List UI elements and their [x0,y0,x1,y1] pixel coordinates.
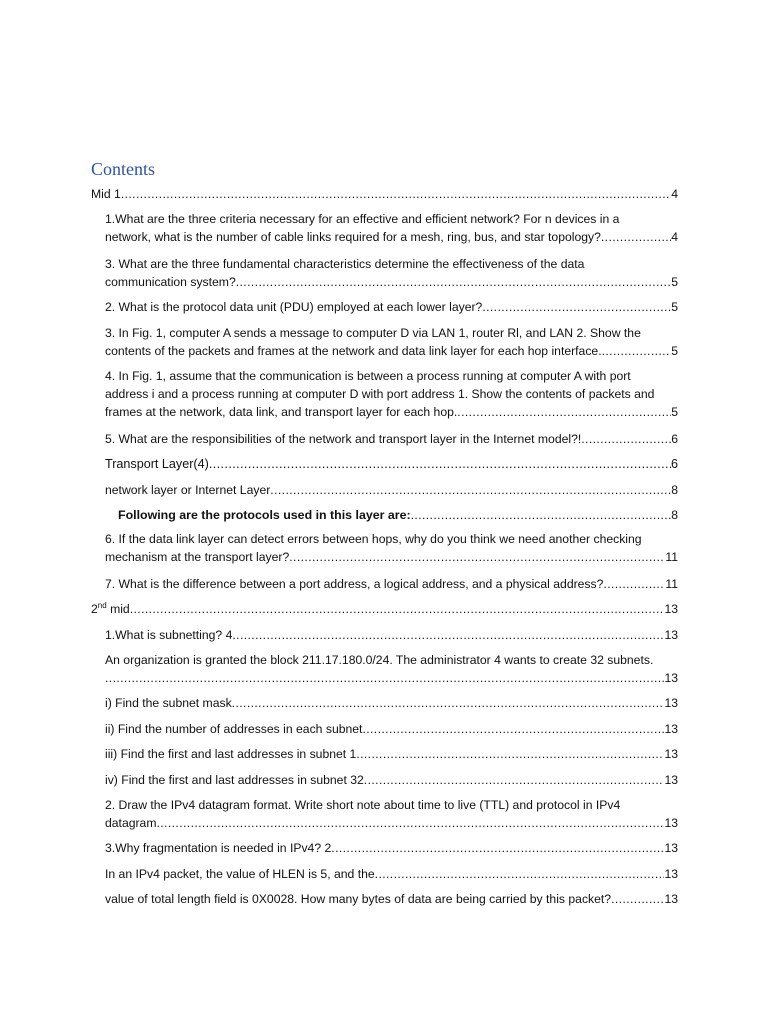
toc-entry-subnet-1[interactable]: iii) Find the first and last addresses in subnet 1 ..... 13 [105,745,678,763]
toc-entry-q2-pdu[interactable]: 2. What is the protocol data unit (PDU) employed at each lower layer? ..... 5 [105,298,678,316]
toc-entry-total-length[interactable]: value of total length field is 0X0028. How many bytes of data are being carried by this packet? ..... 13 [105,890,678,908]
toc-entry-subnetting[interactable]: 1.What is subnetting? 4 ..... 13 [105,626,678,644]
toc-title: Contents [91,159,156,179]
toc-entry-q3-characteristics[interactable]: 3. What are the three fundamental characteristics determine the effectiveness of the data communication system? ..... 5 [105,255,678,291]
toc-entry-subnet-mask[interactable]: i) Find the subnet mask ..... 13 [105,694,678,712]
toc-entry-q3-fig1[interactable]: 3. In Fig. 1, computer A sends a message to computer D via LAN 1, router Rl, and LAN 2. Show the contents of the packets and frames at the network and data link layer for each hop interface. ..... 5 [105,324,678,360]
toc-entry-mid-1[interactable]: Mid 1 ..... 4 [91,185,678,203]
toc-entry-2nd-mid[interactable]: 2nd mid ..... 13 [91,600,678,618]
toc-entry-ipv4-datagram[interactable]: 2. Draw the IPv4 datagram format. Write short note about time to live (TTL) and protocol in IPv4 datagram ..... 13 [105,796,678,832]
toc-entry-organization-block[interactable]: An organization is granted the block 211.17.180.0/24. The administrator 4 wants to create 32 subnets. ..... 13 [105,651,678,687]
toc-entry-q7-addresses[interactable]: 7. What is the difference between a port address, a logical address, and a physical address? ..... 11 [105,575,678,593]
toc-entry-fragmentation[interactable]: 3.Why fragmentation is needed in IPv4? 2 ..... 13 [105,839,678,857]
toc-entry-network-layer[interactable]: network layer or Internet Layer ..... 8 [105,481,678,499]
toc-entry-hlen[interactable]: In an IPv4 packet, the value of HLEN is 5, and the ..... 13 [105,865,678,883]
toc-entry-q4-fig1[interactable]: 4. In Fig. 1, assume that the communication is between a process running at computer A with port address i and a process running at computer D with port address 1. Show the contents of packets and frames at the network, data link, and transport layer for each hop. ..... 5 [105,367,678,421]
toc-entry-q5-responsibilities[interactable]: 5. What are the responsibilities of the network and transport layer in the Internet model?! ..... 6 [105,430,678,448]
toc-entry-q6-checking[interactable]: 6. If the data link layer can detect errors between hops, why do you think we need another checking mechanism at the transport layer? ..... 11 [105,530,678,566]
toc-entry-addresses-per-subnet[interactable]: ii) Find the number of addresses in each subnet ..... 13 [105,720,678,738]
toc-entry-subnet-32[interactable]: iv) Find the first and last addresses in subnet 32 ..... 13 [105,771,678,789]
toc-entry-transport-layer[interactable]: Transport Layer(4) ..... 6 [105,455,678,473]
toc-entry-protocols[interactable]: Following are the protocols used in this layer are: ..... 8 [118,506,678,524]
toc-entry-q1-criteria[interactable]: 1.What are the three criteria necessary for an effective and efficient network? For n devices in a network, what is the number of cable links required for a mesh, ring, bus, and star topology? ..... 4 [105,210,678,246]
